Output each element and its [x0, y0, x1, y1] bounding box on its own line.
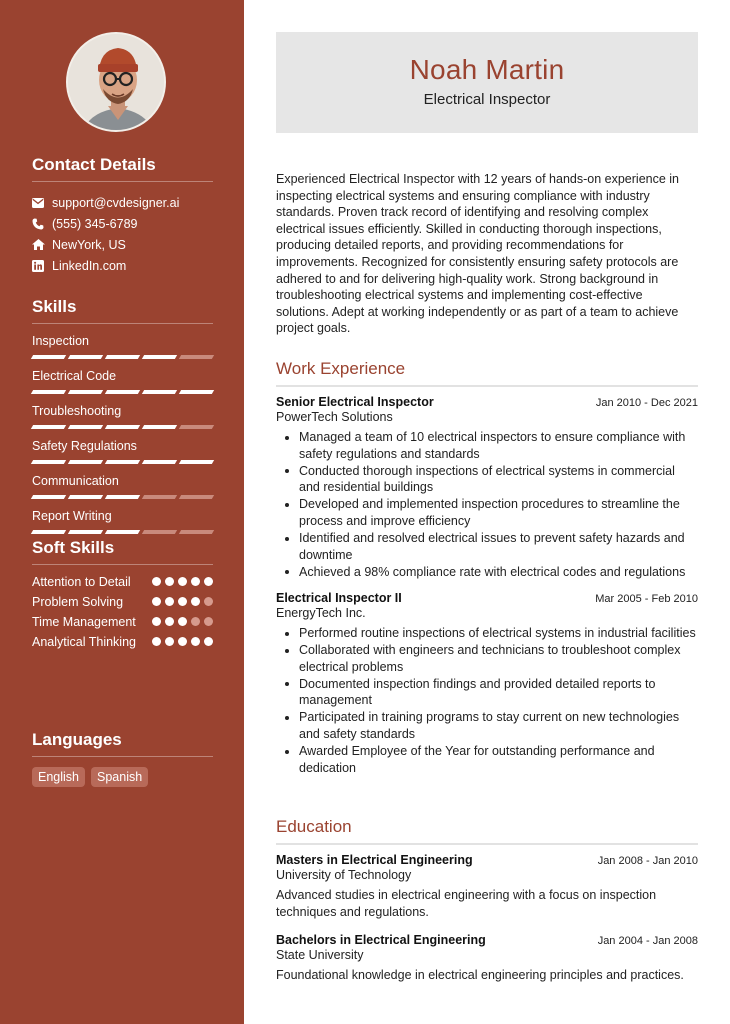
- skill-level-segment: [105, 355, 140, 359]
- work-experience-title: Work Experience: [276, 359, 698, 387]
- contact-linkedin-row: [32, 255, 213, 276]
- skill-level-segment: [105, 530, 140, 534]
- linkedin-icon: [32, 260, 52, 272]
- school-name: State University: [276, 948, 364, 962]
- list-item: Performed routine inspections of electrical systems in industrial facilities: [276, 625, 698, 642]
- skill-item: [32, 369, 213, 394]
- rating-dot: [204, 577, 213, 586]
- skill-level-segment: [31, 355, 66, 359]
- rating-dot: [191, 637, 200, 646]
- job-company: PowerTech Solutions: [276, 410, 393, 424]
- education-entry: [276, 853, 698, 920]
- rating-dot: [191, 577, 200, 586]
- rating-dot: [204, 597, 213, 606]
- skill-level-bar: [32, 355, 213, 359]
- rating-dot: [165, 597, 174, 606]
- sidebar: [0, 0, 244, 1024]
- contact-section: [32, 155, 213, 276]
- contact-phone-row: [32, 213, 213, 234]
- job-company: EnergyTech Inc.: [276, 606, 366, 620]
- contact-linkedin[interactable]: LinkedIn.com: [52, 258, 127, 273]
- job-role: Electrical Inspector II: [276, 591, 402, 605]
- soft-skill-item: [32, 634, 213, 650]
- soft-skill-rating: [152, 614, 213, 626]
- soft-skills-section: [32, 538, 213, 650]
- soft-skill-name: Problem Solving: [32, 595, 124, 609]
- skill-level-segment: [31, 495, 66, 499]
- skill-level-segment: [68, 460, 103, 464]
- rating-dot: [178, 617, 187, 626]
- list-item: Developed and implemented inspection procedures to streamline the process and improve efficiency: [276, 496, 698, 529]
- job-dates: Jan 2010 - Dec 2021: [595, 397, 698, 409]
- skill-level-segment: [105, 390, 140, 394]
- skill-item: [32, 334, 213, 359]
- candidate-title: Electrical Inspector: [423, 91, 551, 108]
- degree-name: Masters in Electrical Engineering: [276, 853, 473, 867]
- phone-icon: [32, 218, 52, 230]
- rating-dot: [178, 597, 187, 606]
- soft-skill-rating: [152, 594, 213, 606]
- soft-skill-rating: [152, 634, 213, 646]
- list-item: Managed a team of 10 electrical inspectors to ensure compliance with safety regulations and standards: [276, 429, 698, 462]
- skill-level-bar: [32, 460, 213, 464]
- skill-level-segment: [68, 390, 103, 394]
- skill-level-bar: [32, 495, 213, 499]
- envelope-icon: [32, 198, 52, 208]
- rating-dot: [152, 637, 161, 646]
- skill-level-segment: [105, 425, 140, 429]
- rating-dot: [178, 577, 187, 586]
- skill-level-segment: [179, 495, 214, 499]
- soft-skills-title: Soft Skills: [32, 538, 213, 565]
- rating-dot: [165, 577, 174, 586]
- job-bullets: [276, 429, 698, 580]
- languages-section: [32, 730, 213, 787]
- contact-email-row: [32, 192, 213, 213]
- home-icon: [32, 239, 52, 250]
- list-item: Awarded Employee of the Year for outstanding performance and dedication: [276, 743, 698, 776]
- skill-level-segment: [179, 425, 214, 429]
- skill-level-segment: [142, 390, 177, 394]
- skill-item: [32, 404, 213, 429]
- contact-location: NewYork, US: [52, 237, 126, 252]
- education-description: Advanced studies in electrical engineering with a focus on inspection techniques and regulations.: [276, 888, 657, 919]
- rating-dot: [178, 637, 187, 646]
- skill-level-bar: [32, 390, 213, 394]
- skill-name: Safety Regulations: [32, 439, 137, 453]
- skill-level-segment: [142, 530, 177, 534]
- rating-dot: [152, 617, 161, 626]
- contact-location-row: [32, 234, 213, 255]
- education-description: Foundational knowledge in electrical engineering principles and practices.: [276, 968, 684, 982]
- skill-level-bar: [32, 530, 213, 534]
- profile-summary: Experienced Electrical Inspector with 12 years of hands-on experience in inspecting electrical systems and ensuring compliance with industry standards. Proven track record of identifying and resolving complex electrical issues efficiently. Skilled in conducting thorough inspections, producing detailed reports, and providing recommendations for improvements. Recognized for consistently ensuring safety protocols are adhered to and for delivering high-quality work. Strong background in troubleshooting electrical systems and implementing cost-effective solutions. Adept at working independently or as part of a team to achieve project goals.: [276, 172, 679, 336]
- skill-level-segment: [179, 355, 214, 359]
- skill-level-segment: [31, 390, 66, 394]
- skills-section: [32, 297, 213, 534]
- list-item: Identified and resolved electrical issues to prevent safety hazards and downtime: [276, 530, 698, 563]
- list-item: Participated in training programs to stay current on new technologies and safety standards: [276, 709, 698, 742]
- skill-level-segment: [179, 530, 214, 534]
- rating-dot: [204, 617, 213, 626]
- list-item: Achieved a 98% compliance rate with electrical codes and regulations: [276, 564, 698, 581]
- rating-dot: [191, 597, 200, 606]
- skill-level-segment: [31, 530, 66, 534]
- name-header: [276, 32, 698, 133]
- profile-photo: [66, 32, 166, 132]
- skill-item: [32, 509, 213, 534]
- rating-dot: [165, 637, 174, 646]
- job-role: Senior Electrical Inspector: [276, 395, 434, 409]
- job-entry: [276, 591, 698, 777]
- skill-name: Troubleshooting: [32, 404, 122, 418]
- skill-level-segment: [68, 425, 103, 429]
- language-badge: Spanish: [91, 767, 148, 787]
- skill-level-segment: [105, 460, 140, 464]
- school-name: University of Technology: [276, 868, 412, 882]
- skill-level-segment: [31, 460, 66, 464]
- skill-level-segment: [142, 495, 177, 499]
- soft-skill-item: [32, 594, 213, 610]
- skill-level-segment: [142, 355, 177, 359]
- contact-email[interactable]: support@cvdesigner.ai: [52, 195, 180, 210]
- language-badge: English: [32, 767, 85, 787]
- education-entry: [276, 933, 698, 984]
- rating-dot: [204, 637, 213, 646]
- job-entry: [276, 395, 698, 581]
- soft-skill-name: Time Management: [32, 615, 136, 629]
- soft-skill-name: Attention to Detail: [32, 575, 131, 589]
- skill-item: [32, 474, 213, 499]
- soft-skill-name: Analytical Thinking: [32, 635, 136, 649]
- skill-name: Report Writing: [32, 509, 112, 523]
- skill-level-segment: [179, 460, 214, 464]
- skill-level-bar: [32, 425, 213, 429]
- skills-title: Skills: [32, 297, 213, 324]
- rating-dot: [191, 617, 200, 626]
- skill-level-segment: [105, 495, 140, 499]
- list-item: Conducted thorough inspections of electrical systems in commercial and residential buildings: [276, 463, 698, 496]
- skill-level-segment: [142, 460, 177, 464]
- soft-skill-item: [32, 574, 213, 590]
- skill-level-segment: [68, 355, 103, 359]
- contact-title: Contact Details: [32, 155, 213, 182]
- skill-level-segment: [142, 425, 177, 429]
- avatar-illustration: [68, 34, 166, 132]
- skill-level-segment: [179, 390, 214, 394]
- contact-phone[interactable]: (555) 345-6789: [52, 216, 138, 231]
- soft-skill-item: [32, 614, 213, 630]
- skill-item: [32, 439, 213, 464]
- skill-level-segment: [31, 425, 66, 429]
- education-title: Education: [276, 817, 698, 845]
- rating-dot: [152, 577, 161, 586]
- rating-dot: [165, 617, 174, 626]
- skill-name: Communication: [32, 474, 119, 488]
- rating-dot: [152, 597, 161, 606]
- job-bullets: [276, 625, 698, 776]
- skill-level-segment: [68, 495, 103, 499]
- education-dates: Jan 2008 - Jan 2010: [597, 855, 698, 867]
- degree-name: Bachelors in Electrical Engineering: [276, 933, 486, 947]
- soft-skill-rating: [152, 574, 213, 586]
- skill-name: Electrical Code: [32, 369, 117, 383]
- candidate-name: Noah Martin: [409, 54, 565, 85]
- list-item: Documented inspection findings and provided detailed reports to management: [276, 676, 698, 709]
- languages-title: Languages: [32, 730, 213, 757]
- education-dates: Jan 2004 - Jan 2008: [597, 935, 698, 947]
- list-item: Collaborated with engineers and technicians to troubleshoot complex electrical problems: [276, 642, 698, 675]
- job-dates: Mar 2005 - Feb 2010: [595, 593, 698, 605]
- skill-level-segment: [68, 530, 103, 534]
- skill-name: Inspection: [32, 334, 89, 348]
